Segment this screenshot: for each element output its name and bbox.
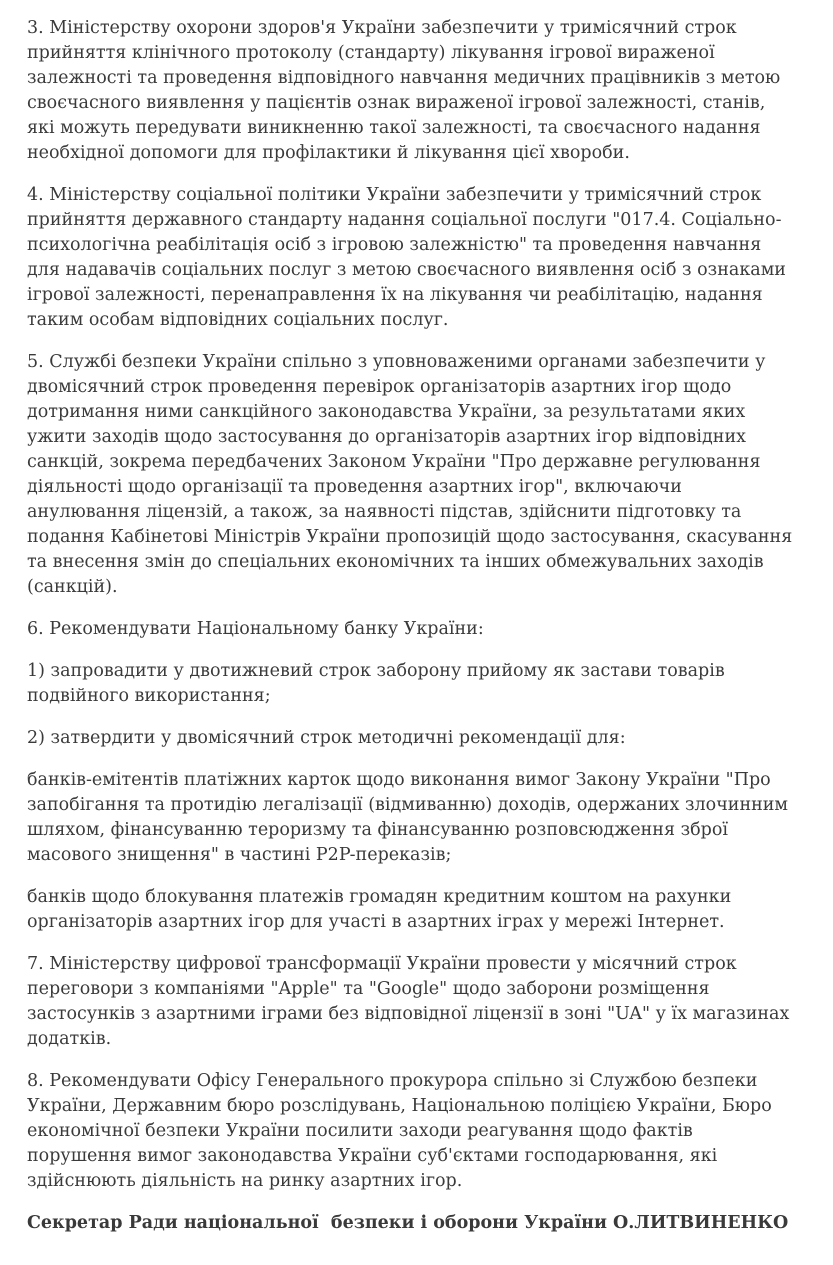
subitem-6-2: 2) затвердити у двомісячний строк методичні рекомендації для: <box>27 728 626 748</box>
paragraph-item-5: 5. Службі безпеки України спільно з уповноваженими органами забезпечити у двомісячний строк проведення перевірок організаторів азартних ігор щодо дотримання ними санкційного законодавства України, за результатами яких ужити заходів щодо застосування до організаторів азартних ігор відповідних санкцій, зокрема передбачених Законом України "Про державне регулювання діяльності щодо організації та проведення азартних ігор", включаючи анулювання ліцензій, а також, за наявності підстав, здійснити підготовку та подання Кабінетові Міністрів України пропозицій щодо застосування, скасування та внесення змін до спеціальних економічних та інших обмежувальних заходів (санкцій). <box>27 352 793 597</box>
paragraph-item-4: 4. Міністерству соціальної політики України забезпечити у тримісячний строк прийняття державного стандарту надання соціальної послуги "017.4. Соціально-психологічна реабілітація осіб з ігровою залежністю" та проведення навчання для надавачів соціальних послуг з метою своєчасного виявлення осіб з ознаками ігрової залежності, перенаправлення їх на лікування чи реабілітацію, надання таким особам відповідних соціальних послуг. <box>27 185 786 330</box>
subitem-6-1: 1) запровадити у двотижневий строк заборону прийому як застави товарів подвійного використання; <box>27 661 725 706</box>
signature-line: Секретар Ради національної безпеки і оборони України О.ЛИТВИНЕНКО <box>27 1213 789 1233</box>
paragraph-item-6: 6. Рекомендувати Національному банку України: <box>27 619 484 639</box>
subitem-6-2-banks-issuers: банків-емітентів платіжних карток щодо виконання вимог Закону України "Про запобігання та протидію легалізації (відмиванню) доходів, одержаних злочинним шляхом, фінансуванню тероризму та фінансуванню розповсюдження зброї масового знищення" в частині P2P-переказів; <box>27 770 789 865</box>
subitem-6-2-banks-blocking: банків щодо блокування платежів громадян кредитним коштом на рахунки організаторів азартних ігор для участі в азартних іграх у мережі Інтернет. <box>27 887 732 932</box>
paragraph-item-7: 7. Міністерству цифрової трансформації України провести у місячний строк переговори з компаніями "Apple" та "Google" щодо заборони розміщення застосунків з азартними іграми без відповідної ліцензії в зоні "UA" у їх магазинах додатків. <box>27 954 790 1049</box>
paragraph-item-8: 8. Рекомендувати Офісу Генерального прокурора спільно зі Службою безпеки України, Державним бюро розслідувань, Національною поліцією України, Бюро економічної безпеки України посилити заходи реагування щодо фактів порушення вимог законодавства України суб'єктами господарювання, які здійснюють діяльність на ринку азартних ігор. <box>27 1071 772 1191</box>
paragraph-item-3: 3. Міністерству охорони здоров'я України забезпечити у тримісячний строк прийняття клінічного протоколу (стандарту) лікування ігрової вираженої залежності та проведення відповідного навчання медичних працівників з метою своєчасного виявлення у пацієнтів ознак вираженої ігрової залежності, станів, які можуть передувати виникненню такої залежності, та своєчасного надання необхідної допомоги для профілактики й лікування цієї хвороби. <box>27 18 781 163</box>
